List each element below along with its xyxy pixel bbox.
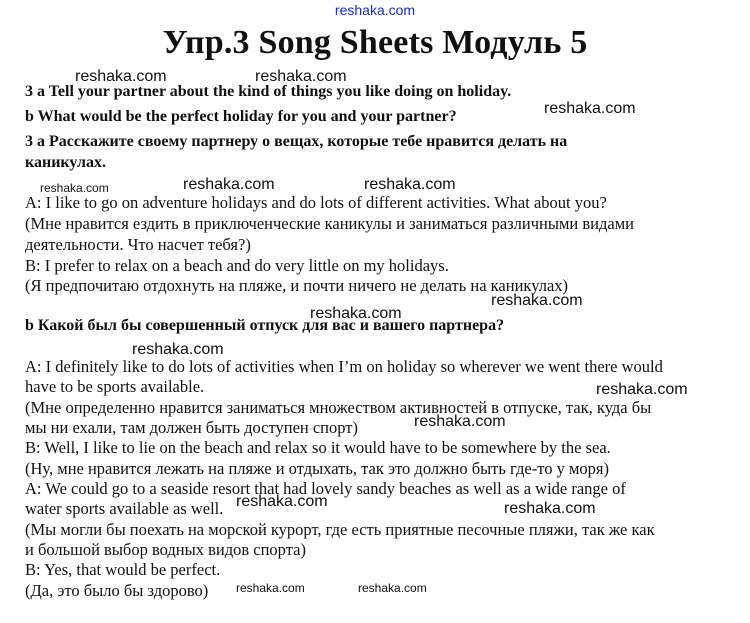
dialog-b-line: (Ну, мне нравится лежать на пляже и отдыхать, так это должно быть где-то у моря) xyxy=(25,459,609,478)
watermark: reshaka.com xyxy=(255,68,347,85)
dialog-b-line: A: I definitely like to do lots of activities when I’m on holiday so wherever we went there would xyxy=(25,357,663,376)
dialog-b-line: B: Yes, that would be perfect. xyxy=(25,560,221,579)
watermark: reshaka.com xyxy=(544,100,636,117)
watermark: reshaka.com xyxy=(414,413,506,430)
dialog-a-line: (Мне нравится ездить в приключенческие каникулы и заниматься различными видами xyxy=(25,214,634,233)
dialog-b-line: (Да, это было бы здорово) xyxy=(25,581,209,600)
watermark: reshaka.com xyxy=(310,305,402,322)
dialog-a-line: A: I like to go on adventure holidays and do lots of different activities. What about you? xyxy=(25,193,607,212)
dialog-b-line: have to be sports available. xyxy=(25,377,205,396)
dialog-b-line: (Мне определенно нравится заниматься множеством активностей в отпуске, так, куда бы xyxy=(25,398,652,417)
dialog-b-line: (Мы могли бы поехать на морской курорт, где есть приятные песочные пляжи, так же как xyxy=(25,520,655,539)
dialog-b-line: A: We could go to a seaside resort that had lovely sandy beaches as well as a wide range of xyxy=(25,479,626,498)
dialog-a-line: деятельности. Что насчет тебя?) xyxy=(25,235,251,254)
question-3a-russian-line1: 3 а Расскажите своему партнеру о вещах, которые тебе нравится делать на xyxy=(25,133,568,150)
watermark: reshaka.com xyxy=(504,500,596,517)
question-b-english: b What would be the perfect holiday for you and your partner? xyxy=(25,108,457,125)
dialog-a-line: (Я предпочитаю отдохнуть на пляже, и почти ничего не делать на каникулах) xyxy=(25,276,569,295)
dialog-b-line: мы ни ехали, там должен быть доступен спорт) xyxy=(25,418,358,437)
watermark: reshaka.com xyxy=(132,341,224,358)
question-b-russian: b Какой был бы совершенный отпуск для вас и вашего партнера? xyxy=(25,317,505,334)
site-header-link[interactable]: reshaka.com xyxy=(334,2,416,18)
dialog-b-line: water sports available as well. xyxy=(25,499,224,518)
watermark: reshaka.com xyxy=(183,176,275,193)
watermark: reshaka.com xyxy=(236,493,328,510)
watermark: reshaka.com xyxy=(40,181,109,195)
dialog-b-line: B: Well, I like to lie on the beach and relax so it would have to be somewhere by the sea. xyxy=(25,438,611,457)
dialog-b-line: и большой выбор водных видов спорта) xyxy=(25,540,306,559)
watermark: reshaka.com xyxy=(364,176,456,193)
watermark: reshaka.com xyxy=(358,581,427,595)
question-3a-english: 3 a Tell your partner about the kind of things you like doing on holiday. xyxy=(25,83,512,100)
dialog-a-line: B: I prefer to relax on a beach and do very little on my holidays. xyxy=(25,256,449,275)
watermark: reshaka.com xyxy=(596,381,688,398)
watermark: reshaka.com xyxy=(236,581,305,595)
watermark: reshaka.com xyxy=(491,292,583,309)
question-3a-russian-line2: каникулах. xyxy=(25,154,106,171)
page-title: Упр.3 Song Sheets Модуль 5 xyxy=(162,24,588,61)
watermark: reshaka.com xyxy=(75,68,167,85)
